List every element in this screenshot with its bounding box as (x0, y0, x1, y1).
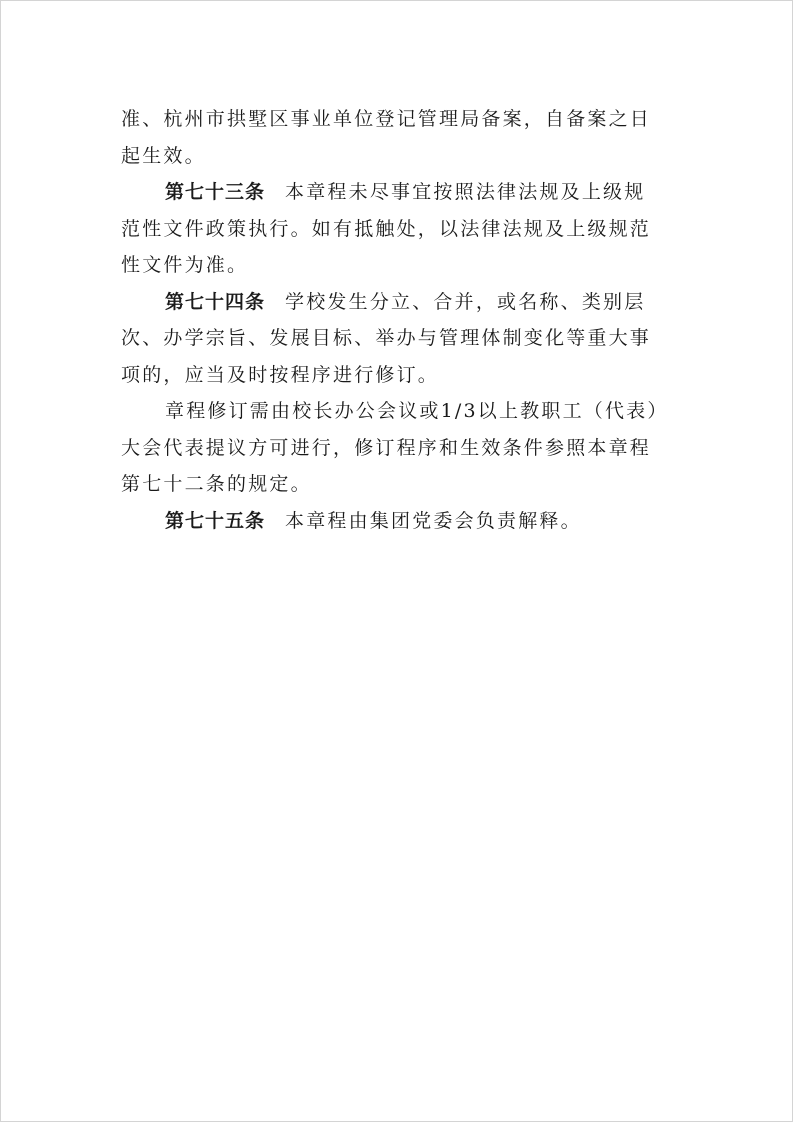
line-text: 本章程由集团党委会负责解释。 (285, 509, 582, 532)
line-text: 大会代表提议方可进行，修订程序和生效条件参照本章程 (121, 436, 652, 459)
paragraph-line-indented (121, 393, 681, 430)
line-text: 性文件为准。 (121, 254, 249, 276)
line-text: 第七十二条的规定。 (121, 473, 312, 495)
article-number: 第七十四条 (165, 290, 266, 313)
line-text: 章程修订需由校长办公会议或1/3以上教职工（代表） (165, 400, 669, 422)
article-number: 第七十五条 (165, 509, 266, 532)
article-75-heading-line (121, 503, 681, 540)
paragraph-line (121, 138, 681, 175)
line-text: 范性文件政策执行。如有抵触处，以法律法规及上级规范 (121, 217, 652, 240)
line-text: 本章程未尽事宜按照法律法规及上级规 (285, 181, 646, 203)
paragraph-line (121, 320, 681, 357)
line-text: 学校发生分立、合并，或名称、类别层 (285, 290, 646, 313)
paragraph-line (121, 466, 681, 503)
line-text: 次、办学宗旨、发展目标、举办与管理体制变化等重大事 (121, 327, 652, 349)
document-body (121, 101, 681, 539)
line-text: 项的，应当及时按程序进行修订。 (121, 363, 440, 386)
article-73-heading-line (121, 174, 681, 211)
paragraph-line (121, 101, 681, 138)
article-74-heading-line (121, 284, 681, 321)
line-text: 起生效。 (121, 144, 206, 167)
paragraph-line (121, 430, 681, 467)
paragraph-line (121, 247, 681, 284)
paragraph-line (121, 211, 681, 248)
paragraph-line (121, 357, 681, 394)
line-text: 准、杭州市拱墅区事业单位登记管理局备案，自备案之日 (121, 108, 652, 130)
article-number: 第七十三条 (165, 181, 266, 203)
